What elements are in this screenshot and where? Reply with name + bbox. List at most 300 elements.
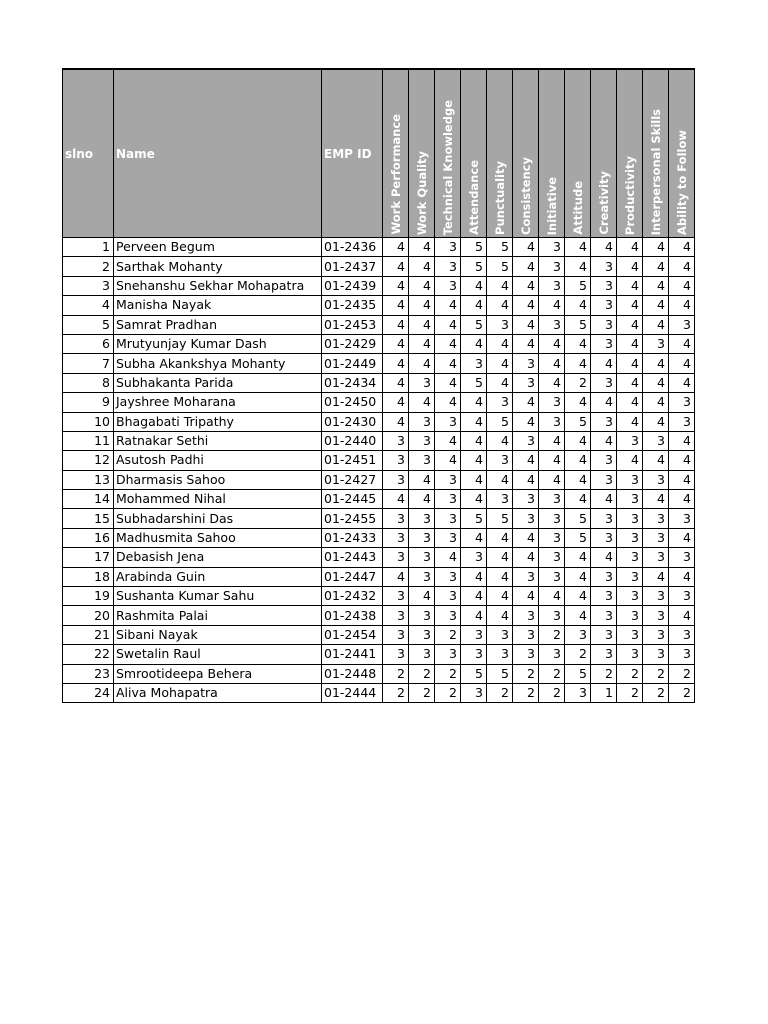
cell-score[interactable]: 4 xyxy=(617,334,643,353)
cell-score[interactable]: 3 xyxy=(591,587,617,606)
cell-score[interactable]: 4 xyxy=(487,276,513,295)
cell-emp-id[interactable]: 01-2441 xyxy=(322,645,383,664)
cell-score[interactable]: 4 xyxy=(409,296,435,315)
cell-score[interactable]: 4 xyxy=(617,276,643,295)
cell-score[interactable]: 4 xyxy=(643,276,669,295)
header-work-quality[interactable]: Work Quality xyxy=(409,69,435,238)
cell-score[interactable]: 3 xyxy=(643,470,669,489)
cell-score[interactable]: 3 xyxy=(383,528,409,547)
cell-score[interactable]: 3 xyxy=(539,509,565,528)
cell-slno[interactable]: 15 xyxy=(63,509,114,528)
cell-score[interactable]: 4 xyxy=(383,373,409,392)
cell-score[interactable]: 3 xyxy=(643,645,669,664)
cell-score[interactable]: 3 xyxy=(565,625,591,644)
cell-score[interactable]: 3 xyxy=(435,470,461,489)
cell-score[interactable]: 3 xyxy=(487,625,513,644)
cell-score[interactable]: 4 xyxy=(565,470,591,489)
cell-score[interactable]: 4 xyxy=(617,412,643,431)
cell-name[interactable]: Manisha Nayak xyxy=(114,296,322,315)
cell-score[interactable]: 3 xyxy=(461,548,487,567)
cell-score[interactable]: 3 xyxy=(435,412,461,431)
cell-score[interactable]: 2 xyxy=(487,683,513,702)
cell-score[interactable]: 3 xyxy=(513,490,539,509)
cell-score[interactable]: 4 xyxy=(409,315,435,334)
cell-score[interactable]: 4 xyxy=(461,296,487,315)
cell-score[interactable]: 3 xyxy=(643,509,669,528)
cell-score[interactable]: 4 xyxy=(383,296,409,315)
cell-score[interactable]: 4 xyxy=(591,393,617,412)
cell-score[interactable]: 4 xyxy=(513,276,539,295)
cell-score[interactable]: 4 xyxy=(643,490,669,509)
cell-score[interactable]: 2 xyxy=(591,664,617,683)
cell-slno[interactable]: 7 xyxy=(63,354,114,373)
cell-slno[interactable]: 14 xyxy=(63,490,114,509)
cell-score[interactable]: 3 xyxy=(617,470,643,489)
cell-score[interactable]: 4 xyxy=(565,431,591,450)
cell-score[interactable]: 4 xyxy=(487,587,513,606)
cell-emp-id[interactable]: 01-2432 xyxy=(322,587,383,606)
cell-score[interactable]: 2 xyxy=(539,664,565,683)
cell-score[interactable]: 4 xyxy=(643,257,669,276)
cell-score[interactable]: 4 xyxy=(591,354,617,373)
cell-score[interactable]: 2 xyxy=(617,664,643,683)
cell-slno[interactable]: 6 xyxy=(63,334,114,353)
cell-score[interactable]: 2 xyxy=(383,664,409,683)
cell-score[interactable]: 4 xyxy=(643,315,669,334)
cell-slno[interactable]: 23 xyxy=(63,664,114,683)
cell-score[interactable]: 4 xyxy=(565,238,591,257)
cell-slno[interactable]: 12 xyxy=(63,451,114,470)
cell-name[interactable]: Ratnakar Sethi xyxy=(114,431,322,450)
cell-score[interactable]: 3 xyxy=(383,470,409,489)
cell-name[interactable]: Debasish Jena xyxy=(114,548,322,567)
cell-score[interactable]: 4 xyxy=(409,276,435,295)
cell-name[interactable]: Mohammed Nihal xyxy=(114,490,322,509)
cell-score[interactable]: 4 xyxy=(539,354,565,373)
cell-score[interactable]: 4 xyxy=(435,393,461,412)
cell-score[interactable]: 4 xyxy=(461,431,487,450)
cell-score[interactable]: 4 xyxy=(435,296,461,315)
cell-score[interactable]: 4 xyxy=(643,393,669,412)
cell-emp-id[interactable]: 01-2443 xyxy=(322,548,383,567)
cell-score[interactable]: 4 xyxy=(409,470,435,489)
cell-emp-id[interactable]: 01-2455 xyxy=(322,509,383,528)
cell-score[interactable]: 4 xyxy=(669,567,695,586)
cell-emp-id[interactable]: 01-2440 xyxy=(322,431,383,450)
cell-score[interactable]: 3 xyxy=(539,393,565,412)
cell-score[interactable]: 4 xyxy=(539,587,565,606)
cell-score[interactable]: 4 xyxy=(383,334,409,353)
cell-slno[interactable]: 3 xyxy=(63,276,114,295)
cell-name[interactable]: Bhagabati Tripathy xyxy=(114,412,322,431)
cell-name[interactable]: Asutosh Padhi xyxy=(114,451,322,470)
cell-score[interactable]: 3 xyxy=(617,625,643,644)
cell-score[interactable]: 4 xyxy=(487,373,513,392)
cell-name[interactable]: Aliva Mohapatra xyxy=(114,683,322,702)
cell-score[interactable]: 3 xyxy=(383,645,409,664)
cell-score[interactable]: 3 xyxy=(461,645,487,664)
cell-score[interactable]: 4 xyxy=(669,257,695,276)
cell-score[interactable]: 4 xyxy=(461,587,487,606)
cell-score[interactable]: 3 xyxy=(591,412,617,431)
cell-score[interactable]: 4 xyxy=(669,238,695,257)
cell-score[interactable]: 4 xyxy=(435,451,461,470)
cell-slno[interactable]: 18 xyxy=(63,567,114,586)
cell-score[interactable]: 3 xyxy=(409,412,435,431)
cell-score[interactable]: 4 xyxy=(513,412,539,431)
header-creativity[interactable]: Creativity xyxy=(591,69,617,238)
cell-score[interactable]: 3 xyxy=(409,606,435,625)
header-ability-to-follow[interactable]: Ability to Follow xyxy=(669,69,695,238)
cell-emp-id[interactable]: 01-2448 xyxy=(322,664,383,683)
cell-score[interactable]: 5 xyxy=(461,373,487,392)
cell-score[interactable]: 4 xyxy=(461,606,487,625)
cell-score[interactable]: 3 xyxy=(435,567,461,586)
cell-emp-id[interactable]: 01-2436 xyxy=(322,238,383,257)
cell-score[interactable]: 4 xyxy=(539,431,565,450)
cell-emp-id[interactable]: 01-2429 xyxy=(322,334,383,353)
cell-score[interactable]: 3 xyxy=(539,645,565,664)
cell-score[interactable]: 3 xyxy=(513,606,539,625)
cell-score[interactable]: 4 xyxy=(617,354,643,373)
cell-name[interactable]: Arabinda Guin xyxy=(114,567,322,586)
cell-score[interactable]: 4 xyxy=(617,257,643,276)
cell-emp-id[interactable]: 01-2449 xyxy=(322,354,383,373)
cell-score[interactable]: 2 xyxy=(617,683,643,702)
cell-score[interactable]: 5 xyxy=(487,412,513,431)
cell-score[interactable]: 3 xyxy=(487,490,513,509)
cell-score[interactable]: 3 xyxy=(669,587,695,606)
cell-score[interactable]: 4 xyxy=(565,354,591,373)
cell-name[interactable]: Rashmita Palai xyxy=(114,606,322,625)
cell-score[interactable]: 4 xyxy=(487,354,513,373)
cell-slno[interactable]: 8 xyxy=(63,373,114,392)
cell-score[interactable]: 4 xyxy=(513,238,539,257)
cell-score[interactable]: 3 xyxy=(669,509,695,528)
cell-name[interactable]: Sushanta Kumar Sahu xyxy=(114,587,322,606)
cell-score[interactable]: 3 xyxy=(539,490,565,509)
cell-score[interactable]: 4 xyxy=(669,606,695,625)
cell-score[interactable]: 3 xyxy=(617,548,643,567)
cell-score[interactable]: 3 xyxy=(591,257,617,276)
cell-score[interactable]: 5 xyxy=(565,412,591,431)
cell-score[interactable]: 4 xyxy=(487,606,513,625)
cell-score[interactable]: 3 xyxy=(409,509,435,528)
cell-score[interactable]: 4 xyxy=(513,587,539,606)
cell-score[interactable]: 3 xyxy=(643,431,669,450)
cell-score[interactable]: 2 xyxy=(669,664,695,683)
cell-score[interactable]: 3 xyxy=(617,567,643,586)
cell-emp-id[interactable]: 01-2453 xyxy=(322,315,383,334)
cell-score[interactable]: 2 xyxy=(513,683,539,702)
cell-score[interactable]: 4 xyxy=(435,373,461,392)
cell-score[interactable]: 4 xyxy=(513,451,539,470)
cell-emp-id[interactable]: 01-2430 xyxy=(322,412,383,431)
cell-score[interactable]: 5 xyxy=(565,276,591,295)
cell-score[interactable]: 4 xyxy=(487,528,513,547)
cell-score[interactable]: 4 xyxy=(383,354,409,373)
cell-score[interactable]: 4 xyxy=(383,276,409,295)
cell-score[interactable]: 4 xyxy=(565,606,591,625)
cell-score[interactable]: 3 xyxy=(591,451,617,470)
cell-score[interactable]: 4 xyxy=(409,238,435,257)
cell-score[interactable]: 3 xyxy=(409,451,435,470)
cell-score[interactable]: 3 xyxy=(487,451,513,470)
header-technical-knowledge[interactable]: Technical Knowledge xyxy=(435,69,461,238)
cell-score[interactable]: 4 xyxy=(461,567,487,586)
cell-score[interactable]: 3 xyxy=(669,625,695,644)
cell-score[interactable]: 3 xyxy=(617,431,643,450)
cell-name[interactable]: Swetalin Raul xyxy=(114,645,322,664)
cell-score[interactable]: 3 xyxy=(617,509,643,528)
cell-slno[interactable]: 1 xyxy=(63,238,114,257)
cell-score[interactable]: 5 xyxy=(461,257,487,276)
cell-score[interactable]: 4 xyxy=(643,296,669,315)
cell-score[interactable]: 3 xyxy=(487,393,513,412)
cell-score[interactable]: 2 xyxy=(435,625,461,644)
cell-score[interactable]: 4 xyxy=(513,393,539,412)
header-attendance[interactable]: Attendance xyxy=(461,69,487,238)
cell-score[interactable]: 4 xyxy=(617,373,643,392)
cell-score[interactable]: 4 xyxy=(461,334,487,353)
cell-name[interactable]: Sarthak Mohanty xyxy=(114,257,322,276)
cell-score[interactable]: 4 xyxy=(383,315,409,334)
cell-score[interactable]: 3 xyxy=(383,431,409,450)
cell-score[interactable]: 4 xyxy=(669,334,695,353)
cell-score[interactable]: 2 xyxy=(383,683,409,702)
cell-score[interactable]: 4 xyxy=(669,431,695,450)
cell-name[interactable]: Smrootideepa Behera xyxy=(114,664,322,683)
cell-score[interactable]: 4 xyxy=(539,373,565,392)
cell-score[interactable]: 4 xyxy=(591,548,617,567)
cell-emp-id[interactable]: 01-2447 xyxy=(322,567,383,586)
cell-score[interactable]: 3 xyxy=(591,315,617,334)
cell-score[interactable]: 3 xyxy=(539,606,565,625)
cell-score[interactable]: 4 xyxy=(409,490,435,509)
cell-score[interactable]: 4 xyxy=(461,451,487,470)
cell-score[interactable]: 2 xyxy=(539,683,565,702)
cell-emp-id[interactable]: 01-2439 xyxy=(322,276,383,295)
cell-emp-id[interactable]: 01-2435 xyxy=(322,296,383,315)
cell-score[interactable]: 4 xyxy=(383,567,409,586)
cell-slno[interactable]: 22 xyxy=(63,645,114,664)
cell-score[interactable]: 3 xyxy=(461,683,487,702)
cell-score[interactable]: 4 xyxy=(565,393,591,412)
cell-score[interactable]: 3 xyxy=(591,528,617,547)
cell-emp-id[interactable]: 01-2433 xyxy=(322,528,383,547)
cell-score[interactable]: 4 xyxy=(669,373,695,392)
cell-score[interactable]: 3 xyxy=(669,315,695,334)
cell-name[interactable]: Subha Akankshya Mohanty xyxy=(114,354,322,373)
cell-score[interactable]: 4 xyxy=(487,567,513,586)
cell-score[interactable]: 4 xyxy=(435,548,461,567)
cell-score[interactable]: 4 xyxy=(643,373,669,392)
cell-score[interactable]: 5 xyxy=(461,509,487,528)
cell-emp-id[interactable]: 01-2444 xyxy=(322,683,383,702)
cell-score[interactable]: 4 xyxy=(617,451,643,470)
cell-score[interactable]: 4 xyxy=(513,528,539,547)
cell-score[interactable]: 2 xyxy=(669,683,695,702)
cell-score[interactable]: 4 xyxy=(669,490,695,509)
cell-score[interactable]: 4 xyxy=(617,296,643,315)
cell-score[interactable]: 4 xyxy=(513,257,539,276)
cell-score[interactable]: 4 xyxy=(383,490,409,509)
cell-slno[interactable]: 5 xyxy=(63,315,114,334)
cell-score[interactable]: 4 xyxy=(461,276,487,295)
cell-score[interactable]: 3 xyxy=(643,587,669,606)
cell-score[interactable]: 4 xyxy=(435,315,461,334)
cell-score[interactable]: 4 xyxy=(513,296,539,315)
cell-score[interactable]: 4 xyxy=(461,528,487,547)
cell-score[interactable]: 5 xyxy=(487,238,513,257)
cell-score[interactable]: 3 xyxy=(669,645,695,664)
cell-score[interactable]: 4 xyxy=(669,354,695,373)
cell-score[interactable]: 4 xyxy=(643,238,669,257)
cell-score[interactable]: 4 xyxy=(409,587,435,606)
cell-score[interactable]: 3 xyxy=(409,373,435,392)
cell-name[interactable]: Jayshree Moharana xyxy=(114,393,322,412)
cell-slno[interactable]: 19 xyxy=(63,587,114,606)
header-emp-id[interactable]: EMP ID xyxy=(322,69,383,238)
cell-score[interactable]: 4 xyxy=(565,567,591,586)
cell-slno[interactable]: 4 xyxy=(63,296,114,315)
cell-score[interactable]: 4 xyxy=(643,567,669,586)
cell-score[interactable]: 3 xyxy=(435,276,461,295)
cell-score[interactable]: 2 xyxy=(435,664,461,683)
cell-score[interactable]: 4 xyxy=(591,431,617,450)
cell-score[interactable]: 3 xyxy=(435,606,461,625)
cell-score[interactable]: 3 xyxy=(513,625,539,644)
cell-score[interactable]: 3 xyxy=(487,315,513,334)
cell-emp-id[interactable]: 01-2438 xyxy=(322,606,383,625)
cell-score[interactable]: 4 xyxy=(669,528,695,547)
cell-score[interactable]: 3 xyxy=(539,412,565,431)
cell-score[interactable]: 4 xyxy=(435,431,461,450)
cell-name[interactable]: Sibani Nayak xyxy=(114,625,322,644)
header-work-performance[interactable]: Work Performance xyxy=(383,69,409,238)
cell-score[interactable]: 3 xyxy=(539,257,565,276)
cell-score[interactable]: 3 xyxy=(409,645,435,664)
cell-score[interactable]: 3 xyxy=(383,509,409,528)
cell-score[interactable]: 4 xyxy=(539,451,565,470)
cell-slno[interactable]: 16 xyxy=(63,528,114,547)
cell-emp-id[interactable]: 01-2451 xyxy=(322,451,383,470)
cell-score[interactable]: 4 xyxy=(643,412,669,431)
cell-score[interactable]: 2 xyxy=(565,645,591,664)
cell-score[interactable]: 4 xyxy=(565,548,591,567)
cell-score[interactable]: 3 xyxy=(513,509,539,528)
cell-score[interactable]: 3 xyxy=(383,625,409,644)
cell-slno[interactable]: 13 xyxy=(63,470,114,489)
header-interpersonal-skills[interactable]: Interpersonal Skills xyxy=(643,69,669,238)
cell-score[interactable]: 4 xyxy=(487,431,513,450)
cell-score[interactable]: 4 xyxy=(435,354,461,373)
cell-score[interactable]: 4 xyxy=(461,412,487,431)
cell-slno[interactable]: 9 xyxy=(63,393,114,412)
cell-emp-id[interactable]: 01-2450 xyxy=(322,393,383,412)
cell-score[interactable]: 3 xyxy=(565,683,591,702)
cell-score[interactable]: 3 xyxy=(643,548,669,567)
cell-score[interactable]: 4 xyxy=(487,296,513,315)
cell-score[interactable]: 3 xyxy=(669,412,695,431)
cell-score[interactable]: 3 xyxy=(591,606,617,625)
cell-score[interactable]: 4 xyxy=(669,296,695,315)
cell-score[interactable]: 3 xyxy=(591,625,617,644)
cell-score[interactable]: 3 xyxy=(617,587,643,606)
cell-score[interactable]: 3 xyxy=(435,257,461,276)
cell-score[interactable]: 4 xyxy=(487,334,513,353)
cell-name[interactable]: Samrat Pradhan xyxy=(114,315,322,334)
cell-slno[interactable]: 21 xyxy=(63,625,114,644)
cell-score[interactable]: 4 xyxy=(383,393,409,412)
cell-score[interactable]: 4 xyxy=(617,238,643,257)
cell-score[interactable]: 3 xyxy=(435,490,461,509)
cell-score[interactable]: 4 xyxy=(383,257,409,276)
cell-score[interactable]: 3 xyxy=(539,315,565,334)
cell-slno[interactable]: 10 xyxy=(63,412,114,431)
cell-score[interactable]: 3 xyxy=(539,238,565,257)
cell-score[interactable]: 1 xyxy=(591,683,617,702)
cell-score[interactable]: 3 xyxy=(435,587,461,606)
cell-score[interactable]: 3 xyxy=(383,587,409,606)
cell-score[interactable]: 3 xyxy=(643,334,669,353)
cell-score[interactable]: 5 xyxy=(461,238,487,257)
cell-score[interactable]: 4 xyxy=(539,470,565,489)
cell-score[interactable]: 3 xyxy=(669,548,695,567)
cell-score[interactable]: 4 xyxy=(513,334,539,353)
cell-score[interactable]: 2 xyxy=(513,664,539,683)
header-punctuality[interactable]: Punctuality xyxy=(487,69,513,238)
header-attitude[interactable]: Attitude xyxy=(565,69,591,238)
cell-score[interactable]: 4 xyxy=(383,412,409,431)
cell-score[interactable]: 3 xyxy=(539,567,565,586)
cell-score[interactable]: 5 xyxy=(565,528,591,547)
cell-score[interactable]: 3 xyxy=(487,645,513,664)
cell-score[interactable]: 3 xyxy=(435,645,461,664)
cell-score[interactable]: 3 xyxy=(643,606,669,625)
cell-score[interactable]: 4 xyxy=(435,334,461,353)
cell-score[interactable]: 5 xyxy=(487,664,513,683)
cell-score[interactable]: 3 xyxy=(383,548,409,567)
cell-score[interactable]: 4 xyxy=(565,587,591,606)
cell-name[interactable]: Madhusmita Sahoo xyxy=(114,528,322,547)
cell-slno[interactable]: 11 xyxy=(63,431,114,450)
cell-score[interactable]: 4 xyxy=(383,238,409,257)
header-consistency[interactable]: Consistency xyxy=(513,69,539,238)
cell-score[interactable]: 3 xyxy=(591,296,617,315)
cell-score[interactable]: 4 xyxy=(409,257,435,276)
cell-score[interactable]: 3 xyxy=(591,276,617,295)
cell-score[interactable]: 3 xyxy=(383,606,409,625)
cell-score[interactable]: 5 xyxy=(487,509,513,528)
cell-score[interactable]: 3 xyxy=(669,393,695,412)
cell-score[interactable]: 4 xyxy=(565,490,591,509)
cell-score[interactable]: 4 xyxy=(409,393,435,412)
cell-score[interactable]: 4 xyxy=(669,470,695,489)
cell-slno[interactable]: 20 xyxy=(63,606,114,625)
cell-score[interactable]: 5 xyxy=(487,257,513,276)
header-slno[interactable]: slno xyxy=(63,69,114,238)
cell-score[interactable]: 4 xyxy=(539,296,565,315)
cell-score[interactable]: 2 xyxy=(565,373,591,392)
cell-score[interactable]: 4 xyxy=(565,451,591,470)
header-productivity[interactable]: Productivity xyxy=(617,69,643,238)
cell-emp-id[interactable]: 01-2434 xyxy=(322,373,383,392)
cell-name[interactable]: Snehanshu Sekhar Mohapatra xyxy=(114,276,322,295)
header-initiative[interactable]: Initiative xyxy=(539,69,565,238)
cell-score[interactable]: 3 xyxy=(461,625,487,644)
cell-score[interactable]: 2 xyxy=(643,664,669,683)
